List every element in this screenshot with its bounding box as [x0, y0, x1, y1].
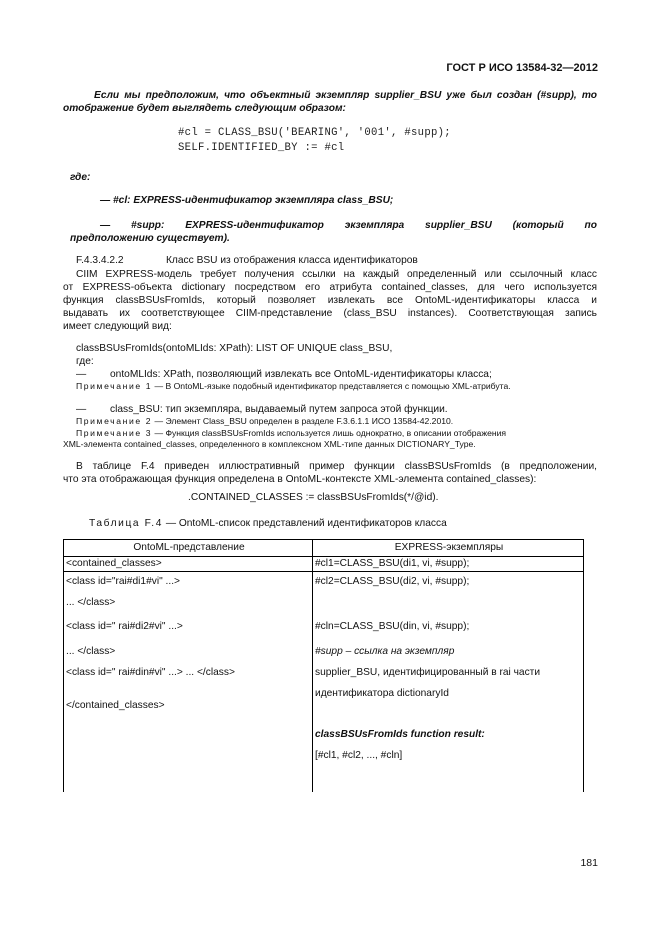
cell-line	[66, 686, 312, 698]
para2-line-1: В таблице F.4 приведен иллюстративный пример функции classBSUsFromIds (в предположении,	[76, 461, 597, 472]
cell-line: <class id=" rai#di2#vi" ...>	[66, 621, 183, 632]
cell-line: #supp – ссылка на экземпляр	[315, 646, 455, 657]
section-para-line-5: имеет следующий вид:	[63, 321, 172, 332]
table-cell: #cl1=CLASS_BSU(di1, vi, #supp);	[313, 557, 584, 572]
cell-line: ... </class>	[66, 597, 116, 608]
note-3-label: Примечание 3	[76, 428, 153, 438]
page-number: 181	[580, 857, 598, 869]
where-label: где:	[70, 172, 91, 183]
section-para-line-3: функция classBSUsFromIds, который позволяет извлекать все OntoML-идентификаторы класса и	[63, 295, 597, 306]
note-3-line-2: XML-элемента contained_classes, определенного в комплексном XML-типе данных DICTIONARY_Type.	[63, 439, 476, 449]
section-number: F.4.3.4.2.2	[76, 255, 124, 266]
intro-line-1: Если мы предположим, что объектный экземпляр supplier_BSU уже был создан (#supp), то	[94, 90, 597, 101]
cell-line: [#cl1, #cl2, ..., #cln]	[315, 750, 403, 761]
note-1-text: — В OntoML-языке подобный идентификатор представляется с помощью XML-атрибута.	[154, 381, 511, 391]
note-2-label: Примечание 2	[76, 416, 153, 426]
signature-where: где:	[76, 356, 94, 367]
table-cell: <contained_classes>	[64, 557, 313, 572]
table-header-row	[64, 540, 584, 557]
where-item-2-line-1: — #supp: EXPRESS-идентификатор экземпляра supplier_BSU (который по	[100, 220, 597, 231]
table-cell	[64, 572, 313, 793]
section-para-line-2: от EXPRESS-объекта dictionary посредством его атрибута contained_classes, для чего используется	[63, 282, 597, 293]
note-1	[76, 380, 511, 393]
cell-line: </contained_classes>	[66, 700, 165, 711]
table-caption	[89, 517, 447, 530]
standard-header: ГОСТ Р ИСО 13584-32—2012	[446, 62, 598, 74]
param-1: ontoMLIds: XPath, позволяющий извлекать все OntoML-идентификаторы класса;	[110, 369, 492, 380]
cell-line: classBSUsFromIds function result:	[315, 729, 485, 740]
param-2: class_BSU: тип экземпляра, выдаваемый путем запроса этой функции.	[110, 404, 448, 415]
function-signature: classBSUsFromIds(ontoMLIds: XPath): LIST OF UNIQUE class_BSU,	[76, 343, 393, 354]
col2-header: EXPRESS-экземпляры	[313, 540, 584, 557]
cell-line: <class id=" rai#din#vi" ...> ... </class>	[66, 667, 235, 678]
param-1-dash: —	[76, 369, 87, 380]
cell-line: supplier_BSU, идентифицированный в rai части	[315, 667, 541, 678]
cell-line: идентификатора dictionaryId	[315, 688, 449, 699]
intro-line-2: отображение будет выглядеть следующим образом:	[63, 103, 346, 114]
where-item-2-line-2: предположению существует).	[70, 233, 230, 244]
ontoml-table	[63, 539, 584, 792]
table-row	[64, 557, 584, 572]
param-2-dash: —	[76, 404, 87, 415]
section-para-line-4: выдавать их соответствующее CIIM-представление (class_BSU instances). Соответствующая запись	[63, 308, 597, 319]
code-line-1: #cl = CLASS_BSU('BEARING', '001', #supp);	[178, 127, 451, 139]
cell-line: <class id="rai#di1#vi" ...>	[66, 576, 180, 587]
code-line-2: SELF.IDENTIFIED_BY := #cl	[178, 142, 345, 154]
note-2-text: — Элемент Class_BSU определен в разделе F.3.6.1.1 ИСО 13584-42.2010.	[154, 416, 454, 426]
section-para-line-1: CIIM EXPRESS-модель требует получения ссылки на каждый определенный или ссылочный класс	[76, 269, 597, 280]
cell-line: #cln=CLASS_BSU(din, vi, #supp);	[315, 621, 470, 632]
section-title: Класс BSU из отображения класса идентификаторов	[166, 255, 418, 266]
table-cell	[313, 572, 584, 793]
cell-line: ... </class>	[66, 646, 116, 657]
note-1-label: Примечание 1	[76, 381, 153, 391]
note-3-line-1: — Функция classBSUsFromIds используется лишь однократно, в описании отображения	[154, 428, 507, 438]
table-caption-text: — OntoML-список представлений идентификаторов класса	[165, 518, 447, 529]
table-caption-label: Таблица F.4	[89, 518, 163, 529]
cell-line: #cl2=CLASS_BSU(di2, vi, #supp);	[315, 576, 470, 587]
where-item-1: — #cl: EXPRESS-идентификатор экземпляра class_BSU;	[100, 195, 394, 206]
col1-header: OntoML-представление	[64, 540, 313, 557]
para2-line-2: что эта отображающая функция определена в OntoML-контексте XML-элемента contained_classes):	[63, 474, 537, 485]
formula: .CONTAINED_CLASSES := classBSUsFromIds(*/@id).	[188, 492, 439, 503]
table-row	[64, 572, 584, 793]
